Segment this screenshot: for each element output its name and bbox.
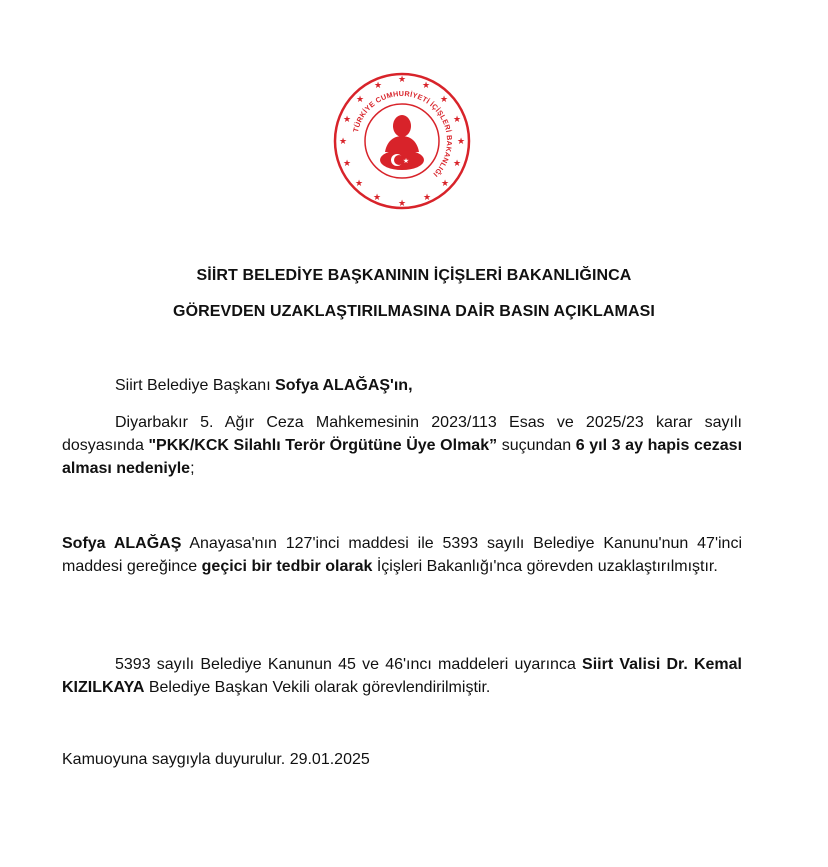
svg-text:★: ★ — [397, 74, 407, 84]
svg-text:★: ★ — [342, 158, 352, 168]
svg-text:★: ★ — [397, 198, 407, 208]
svg-text:★: ★ — [421, 80, 431, 90]
ministry-seal-logo — [333, 72, 471, 210]
svg-text:★: ★ — [355, 94, 365, 104]
paragraph-suspension: Sofya ALAĞAŞ Anayasa'nın 127'inci maddesi ile 5393 sayılı Belediye Kanunu'nun 47'inci maddesi gereğince geçici bir tedbir olarak İçişleri Bakanlığı'nca görevden uzaklaştırılmıştır. — [62, 535, 743, 575]
closing-line: Kamuoyuna saygıyla duyurulur. 29.01.2025 — [62, 751, 370, 768]
paragraph-appointment: 5393 sayılı Belediye Kanunun 45 ve 46'ıncı maddeleri uyarınca Siirt Valisi Dr. Kemal KIZILKAYA Belediye Başkan Vekili olarak görevlendirilmiştir. — [62, 656, 742, 696]
crescent-star-icon — [380, 150, 424, 170]
title-line-1: SİİRT BELEDİYE BAŞKANININ İÇİŞLERİ BAKANLIĞINCA — [196, 267, 632, 284]
svg-text:★: ★ — [402, 158, 410, 165]
svg-text:★: ★ — [373, 80, 383, 90]
svg-text:★: ★ — [422, 192, 432, 202]
svg-text:★: ★ — [440, 178, 450, 188]
svg-text:★: ★ — [338, 136, 348, 146]
svg-text:★: ★ — [452, 114, 462, 124]
svg-text:★: ★ — [354, 178, 364, 188]
portrait-icon — [385, 115, 419, 152]
paragraph-addressee: Siirt Belediye Başkanı Sofya ALAĞAŞ'ın, — [115, 377, 413, 394]
title-line-2: GÖREVDEN UZAKLAŞTIRILMASINA DAİR BASIN AÇIKLAMASI — [173, 303, 655, 320]
svg-text:★: ★ — [372, 192, 382, 202]
svg-text:★: ★ — [456, 136, 466, 146]
svg-text:★: ★ — [452, 158, 462, 168]
paragraph-court-decision: Diyarbakır 5. Ağır Ceza Mahkemesinin 2023/113 Esas ve 2025/23 karar sayılı dosyasında "PKK/KCK Silahlı Terör Örgütüne Üye Olmak” suçundan 6 yıl 3 ay hapis cezası alması nedeniyle; — [62, 414, 743, 477]
svg-text:★: ★ — [439, 94, 449, 104]
svg-text:TÜRKİYE CUMHURİYETİ İÇİŞLERİ B: TÜRKİYE CUMHURİYETİ İÇİŞLERİ BAKANLIĞI — [350, 88, 455, 179]
svg-text:★: ★ — [342, 114, 352, 124]
